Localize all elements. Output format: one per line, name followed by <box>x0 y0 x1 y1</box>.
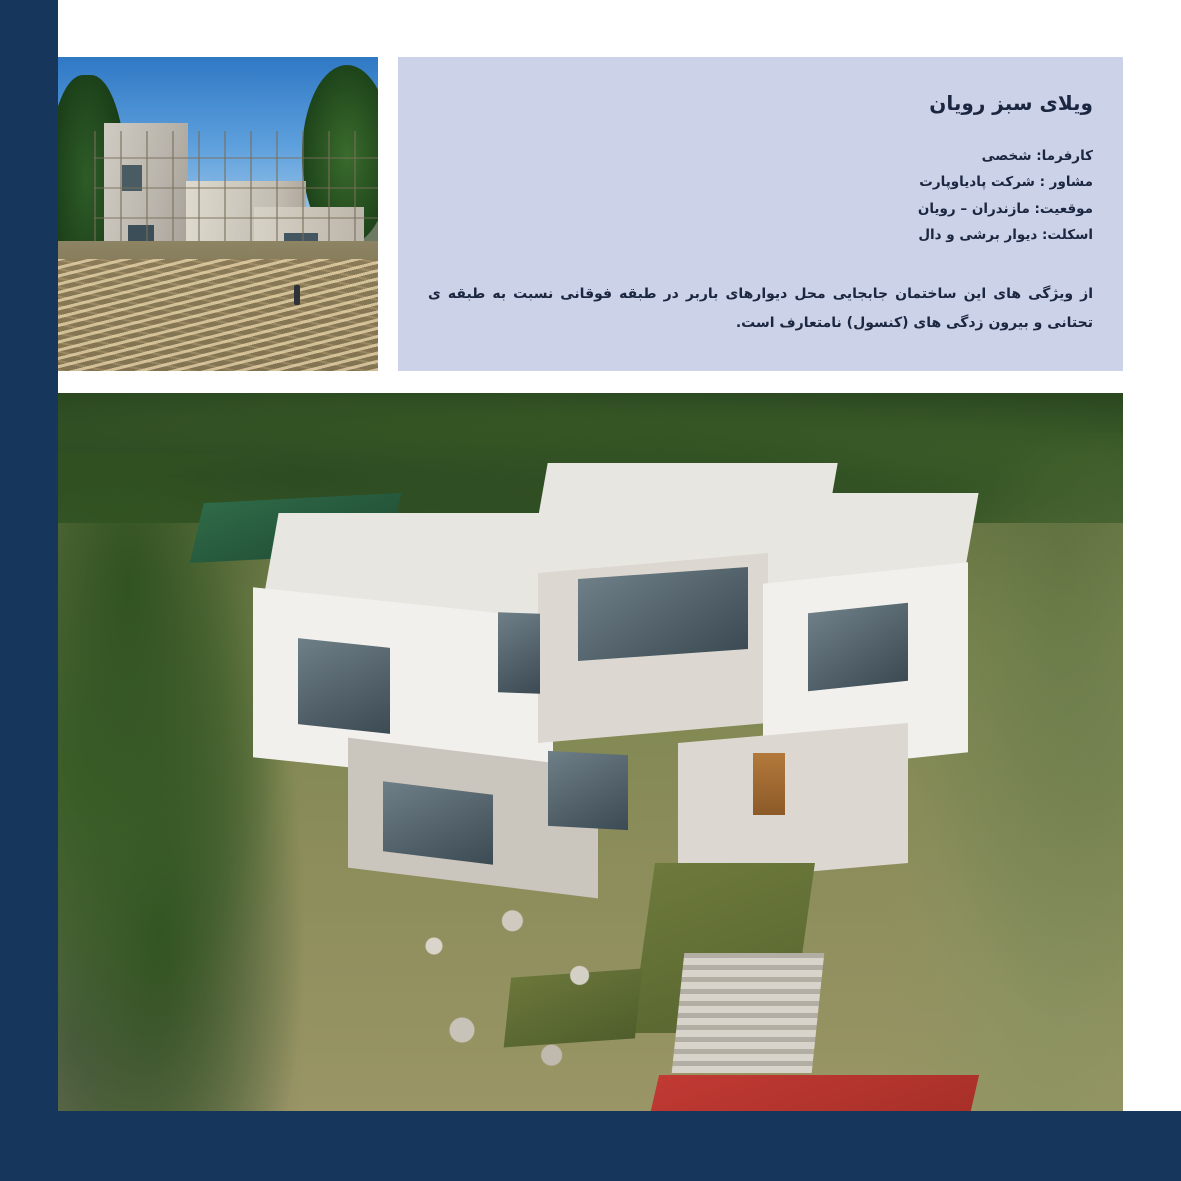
project-info-panel <box>398 57 1123 371</box>
project-title: ویلای سبز رویان <box>929 91 1093 115</box>
meta-consultant: مشاور : شرکت پادیاوپارت <box>919 174 1093 191</box>
project-description: از ویژگی های این ساختمان جابجایی محل دیوارهای باربر در طبقه فوقانی نسبت به طبقه ی تحتانی و بیرون زدگی های (کنسول) نامتعارف است. <box>428 286 1093 331</box>
meta-structure: اسکلت: دیوار برشی و دال <box>918 226 1093 243</box>
meta-location: موقعیت: مازندران – رویان <box>917 200 1093 217</box>
villa-facade-lower-right <box>678 723 908 883</box>
villa-window-lower-left <box>383 781 493 865</box>
aerial-villa-photo <box>58 393 1123 1111</box>
villa-window-lower-mid <box>548 751 628 830</box>
villa-window-right-upper <box>808 603 908 692</box>
villa-construction-debris <box>378 883 658 1093</box>
villa-entrance-door <box>753 753 785 815</box>
footer-navy-band <box>0 1111 1181 1181</box>
villa-red-temporary-roof <box>637 1075 979 1111</box>
villa-stairs <box>672 953 825 1073</box>
construction-progress-photo <box>58 57 378 371</box>
meta-client: کارفرما: شخصی <box>981 148 1093 164</box>
photo-lumber-pile <box>58 259 378 371</box>
aerial-villa-volume <box>208 453 968 1013</box>
left-navy-spine <box>0 0 58 1181</box>
villa-window-left-corner <box>498 612 540 693</box>
villa-window-left-upper <box>298 638 390 734</box>
villa-window-center-glazing <box>578 567 748 661</box>
photo-worker <box>294 285 300 305</box>
